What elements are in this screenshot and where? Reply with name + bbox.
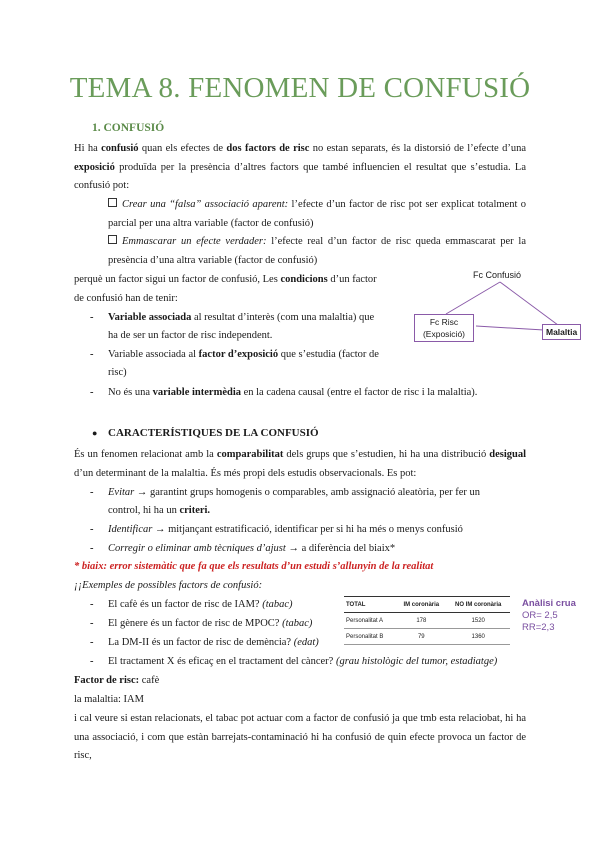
example-3-text: La DM-II és un factor de risc de demència? (edat) [108, 637, 319, 648]
table-cell: Personalitat A [344, 613, 396, 629]
diagram-label-risc-line1: Fc Risc [429, 317, 459, 327]
diagram-line-bottom [476, 326, 544, 330]
table-row [344, 629, 510, 645]
table-header-row [344, 597, 510, 613]
table-row [344, 613, 510, 629]
example-3 [90, 634, 319, 652]
dash-bullet: - [90, 349, 94, 360]
dash-bullet: - [90, 312, 94, 323]
item-evitar-text: Evitar → garantint grups homogenis o comparables, amb assignació aleatòria, per fer un [108, 487, 481, 498]
checkbox-bullet-icon [108, 235, 117, 244]
bullet-dot-icon: ● [92, 428, 98, 438]
item-evitar [90, 484, 480, 502]
table-cell: 79 [396, 629, 446, 645]
diagram-line-left [446, 282, 500, 314]
example-1 [90, 596, 293, 614]
final-paragraph: i cal veure si estan relacionats, el tabac pot actuar com a factor de confusió ja que tmb esta relaciobat, hi ha una associació, i com que estàn barrejats-contaminació hi ha confusió de quin efecte provoca un factor de risc, [74, 713, 526, 761]
item-identificar-text: Identificar → mitjançant estratificació, identificar per si hi ha més o menys confusió [108, 524, 463, 535]
example-2 [90, 615, 312, 633]
conditions-line-2: de confusió han de tenir: [74, 293, 178, 304]
sub-item-crear-text: Crear una “falsa” associació aparent: l’efecte d’un factor de risc pot ser explicat totalment o parcial per una altra variable (factor de confusió) [108, 199, 526, 229]
intro-paragraph: Hi ha confusió quan els efectes de dos factors de risc no estan separats, és la distorsió de l’efecte d’una exposició produïda per la presència d’altres factors que també influencien el resultat que s’estudia. La confusió pot: [74, 143, 526, 191]
condition-1-cont: ha de ser un factor de risc independent. [108, 330, 273, 341]
table-cell: 1360 [446, 629, 510, 645]
examples-heading: ¡¡Exemples de possibles factors de confusió: [74, 580, 263, 591]
table-cell: 178 [396, 613, 446, 629]
condition-1-text: Variable associada al resultat d’interès (com una malaltia) que [108, 312, 375, 323]
table-header-cell: NO IM coronària [446, 597, 510, 613]
table-header-cell: IM coronària [396, 597, 446, 613]
dash-bullet: - [90, 524, 94, 535]
checkbox-bullet-icon [108, 198, 117, 207]
malaltia-line: la malaltia: IAM [74, 694, 144, 705]
condition-3 [90, 384, 477, 402]
dash-bullet: - [90, 387, 94, 398]
dash-bullet: - [90, 656, 94, 667]
example-2-text: El gènere és un factor de risc de MPOC? (tabac) [108, 618, 313, 629]
sub-item-emmascarar-text: Emmascarar un efecte verdader: l’efecte real d’un factor de risc queda emmascarat per la presència d’una altra variable (factor de confusió) [108, 236, 526, 266]
crude-analysis-note [522, 598, 576, 634]
condition-2-text: Variable associada al factor d’exposició que s’estudia (factor de [108, 349, 379, 360]
condition-3-text: No és una variable intermèdia en la cadena causal (entre el factor de risc i la malaltia). [108, 387, 478, 398]
item-evitar-cont: control, hi ha un criteri. [108, 505, 211, 516]
table-header-cell: TOTAL [344, 597, 396, 613]
item-corregir [90, 540, 395, 558]
dash-bullet: - [90, 618, 94, 629]
table-cell: 1520 [446, 613, 510, 629]
odds-ratio: OR= 2,5 [522, 610, 558, 621]
page-title: TEMA 8. FENOMEN DE CONFUSIÓ [69, 72, 531, 104]
diagram-line-right [500, 282, 562, 328]
confusion-diagram [410, 262, 600, 362]
biaix-note: * biaix: error sistemàtic que fa que els resultats d’un estudi s’allunyin de la realitat [74, 561, 434, 572]
factor-risc-line [74, 672, 159, 690]
table-cell: Personalitat B [344, 629, 396, 645]
condition-2-cont: risc) [108, 367, 127, 378]
example-1-text: El cafè és un factor de risc de IAM? (tabac) [108, 599, 293, 610]
dash-bullet: - [90, 487, 94, 498]
item-corregir-text: Corregir o eliminar amb tècniques d’ajust → a diferència del biaix* [108, 543, 396, 554]
diagram-label-malaltia: Malaltia [542, 324, 581, 340]
factor-risc-value: cafè [139, 675, 160, 686]
example-4 [90, 653, 497, 671]
example-4-text: El tractament X és eficaç en el tractament del càncer? (grau histològic del tumor, estadiatge) [108, 656, 498, 667]
diagram-label-risc-line2: (Exposició) [422, 329, 466, 339]
conditions-line-1: perquè un factor sigui un factor de confusió, Les condicions d’un factor [74, 274, 377, 285]
dash-bullet: - [90, 637, 94, 648]
risk-ratio: RR=2,3 [522, 622, 555, 633]
crude-analysis-heading: Anàlisi crua [522, 598, 576, 609]
item-identificar [90, 521, 463, 539]
diagram-label-confusio: Fc Confusió [473, 270, 522, 280]
section2-intro: És un fenomen relacionat amb la comparabilitat dels grups que s’estudien, hi ha una distribució desigual d’un determinant de la malaltia. És més propi dels estudis observacionals. Es pot: [74, 449, 526, 479]
dash-bullet: - [90, 543, 94, 554]
contingency-table [344, 596, 510, 645]
section-heading-caracteristiques [92, 427, 319, 439]
sub-item-crear [108, 196, 526, 233]
diagram-label-risc [414, 314, 474, 342]
condition-2 [90, 346, 379, 364]
section-heading-confusio: 1. CONFUSIÓ [92, 122, 165, 134]
section-heading-text: CARACTERÍSTIQUES DE LA CONFUSIÓ [108, 427, 319, 439]
dash-bullet: - [90, 599, 94, 610]
condition-1 [90, 309, 374, 327]
factor-risc-label: Factor de risc: [74, 675, 140, 686]
